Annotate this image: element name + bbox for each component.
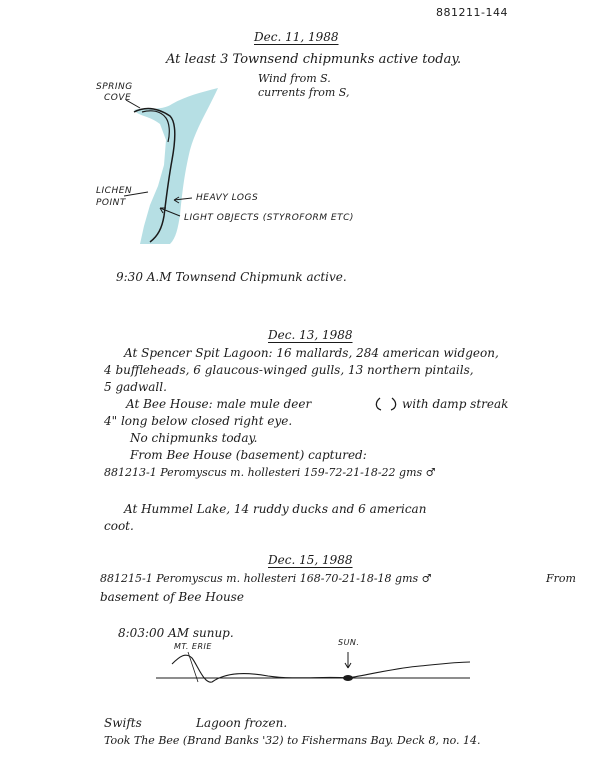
entry-dec13-line: 881213-1 Peromyscus m. hollesteri 159-72-21-18-22 gms ♂ — [104, 466, 436, 479]
entry-dec15-line: 8:03:00 AM sunup. — [118, 626, 234, 640]
entry-dec13-line: coot. — [104, 519, 134, 533]
entry-dec15-line: From — [546, 572, 576, 585]
entry-dec13-line: At Bee House: male mule deer — [126, 397, 312, 411]
entry-dec15-line: basement of Bee House — [100, 590, 244, 604]
map-label-light-objects: LIGHT OBJECTS (STYROFORM ETC) — [184, 213, 354, 223]
sun-label: SUN. — [338, 638, 360, 647]
entry-dec13-line: with damp streak — [402, 397, 509, 411]
wind-note-1: Wind from S. — [258, 72, 331, 85]
entry-dec13-line: No chipmunks today. — [130, 431, 258, 445]
map-label-cove: COVE — [104, 93, 132, 103]
entry-dec15-line: Lagoon frozen. — [196, 716, 288, 730]
entry-dec15-line: Swifts — [104, 716, 142, 730]
entry-dec11-note: 9:30 A.M Townsend Chipmunk active. — [116, 270, 347, 284]
map-label-lichen: LICHEN — [96, 186, 133, 196]
mt-erie-label: MT. ERIE — [174, 642, 212, 651]
map-label-point: POINT — [96, 198, 126, 208]
entry-dec15-line: 881215-1 Peromyscus m. hollesteri 168-70-21-18-18 gms ♂ — [100, 572, 432, 585]
entry-dec13-line: At Spencer Spit Lagoon: 16 mallards, 284 american widgeon, — [124, 346, 499, 360]
wind-note-2: currents from S, — [258, 86, 350, 99]
sun-icon — [343, 675, 353, 681]
entry-dec13-line: 4 buffleheads, 6 glaucous-winged gulls, 13 northern pintails, — [104, 363, 474, 377]
entry-dec13-line: At Hummel Lake, 14 ruddy ducks and 6 american — [124, 502, 427, 516]
entry-dec13-line: 5 gadwall. — [104, 380, 167, 394]
entry-dec11-line1: At least 3 Townsend chipmunks active today. — [166, 52, 462, 67]
map-label-heavy-logs: HEAVY LOGS — [196, 193, 259, 203]
entry-dec13-line: 4" long below closed right eye. — [104, 414, 293, 428]
entry-date-dec15: Dec. 15, 1988 — [268, 553, 353, 567]
entry-dec13-line: From Bee House (basement) captured: — [130, 448, 367, 462]
entry-date-dec13: Dec. 13, 1988 — [268, 328, 353, 342]
sun-arrow — [345, 652, 351, 668]
map-label-spring: SPRING — [96, 82, 133, 92]
catalog-number: 881211-144 — [436, 6, 508, 19]
entry-date-dec11: Dec. 11, 1988 — [254, 30, 339, 44]
entry-dec15-line: Took The Bee (Brand Banks '32) to Fishermans Bay. Deck 8, no. 14. — [104, 734, 481, 747]
